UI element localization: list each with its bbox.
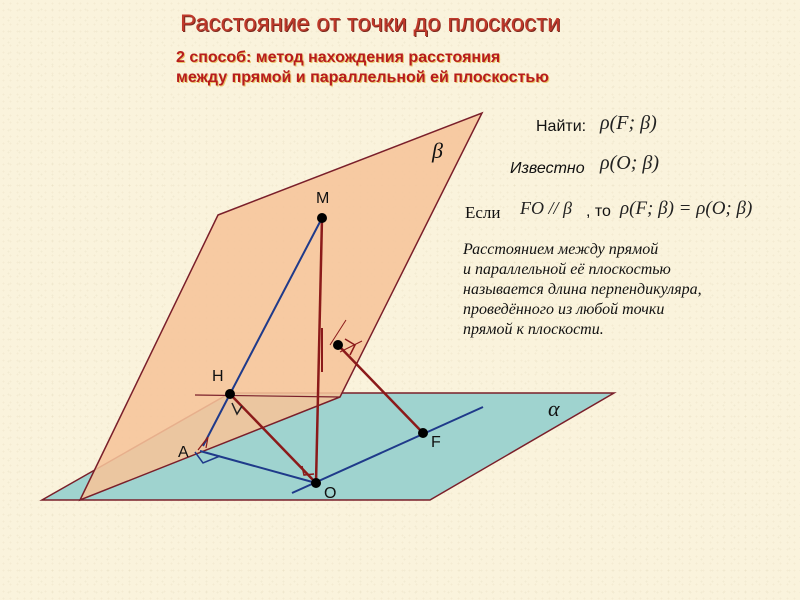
subtitle-line: 2 способ: метод нахождения расстояния [176, 49, 501, 66]
label-f: F [431, 434, 441, 451]
point-o [311, 478, 321, 488]
label-h: H [212, 368, 224, 385]
point-h [225, 389, 235, 399]
subtitle-line: между прямой и параллельной ей плоскостью [176, 69, 549, 86]
slide-title: Расстояние от точки до плоскости [180, 10, 561, 37]
definition-line: прямой к плоскости. [463, 321, 604, 338]
point-m [317, 213, 327, 223]
then-label: , то [586, 203, 611, 220]
point-f [418, 428, 428, 438]
label-a: A [178, 444, 189, 461]
label-alpha: α [548, 396, 560, 421]
definition-line: называется длина перпендикуляра, [463, 281, 702, 298]
find-formula: ρ(F; β) [600, 112, 657, 134]
method-subtitle [176, 48, 549, 88]
definition-line: Расстоянием между прямой [463, 241, 659, 258]
label-beta: β [432, 138, 443, 163]
conclusion-formula: ρ(F; β) = ρ(O; β) [620, 198, 753, 219]
if-label: Если [465, 203, 501, 222]
label-o: O [324, 485, 337, 502]
known-formula: ρ(O; β) [600, 152, 659, 174]
definition-text [463, 240, 783, 340]
definition-line: и параллельной её плоскостью [463, 261, 671, 278]
premise-formula: FO // β [520, 198, 572, 218]
known-label: Известно [510, 160, 585, 177]
label-m: M [316, 190, 330, 207]
point-foot [333, 340, 343, 350]
definition-line: проведённого из любой точки [463, 301, 665, 318]
find-label: Найти: [536, 118, 587, 135]
